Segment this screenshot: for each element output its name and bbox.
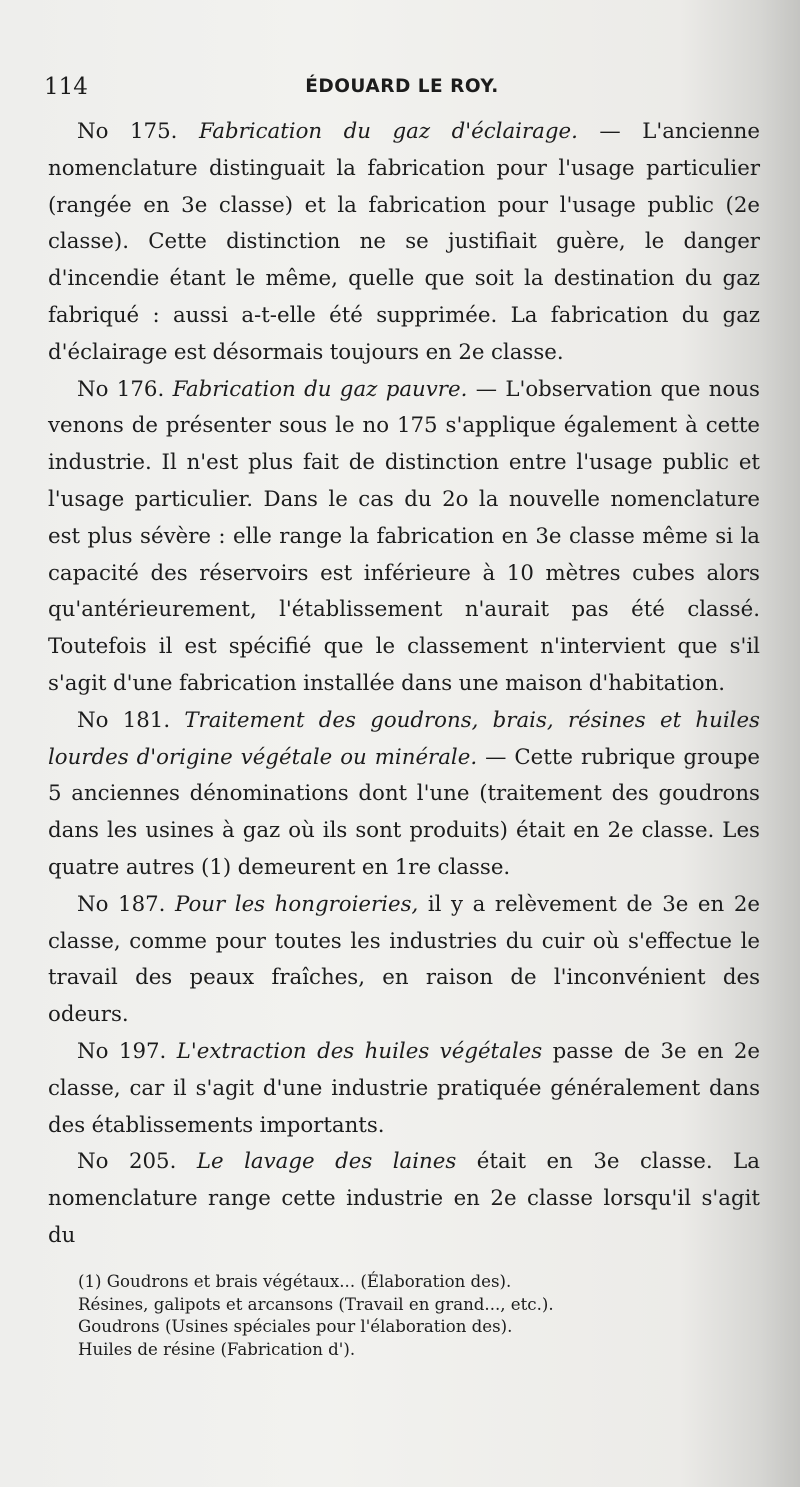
entry-text: passe de 3e en 2e classe, car il s'agit d'une industrie pratiquée généralement dans des établissements importants. <box>48 1038 760 1138</box>
footnotes <box>78 1271 718 1361</box>
paragraph-197 <box>48 1034 760 1144</box>
entry-text: — L'ancienne nomenclature distinguait la fabrication pour l'usage particulier (rangée en 3e classe) et la fabrication pour l'usage public (2e classe). Cette distinction ne se justifiait guère, le danger d'incendie étant le même, quelle que soit la destination du gaz fabriqué : aussi a-t-elle été supprimée. La fabrication du gaz d'éclairage est désormais toujours en 2e classe. <box>48 119 760 365</box>
entry-number: No 175. <box>77 119 199 144</box>
entry-title: Fabrication du gaz d'éclairage. <box>198 119 578 144</box>
page-number: 114 <box>44 74 88 100</box>
footnote-line: Goudrons (Usines spéciales pour l'élaboration des). <box>78 1317 513 1336</box>
entry-text: — L'observation que nous venons de présenter sous le no 175 s'applique également à cette industrie. Il n'est plus fait de distinction entre l'usage public et l'usage particulier. Dans le cas du 2o la nouvelle nomenclature est plus sévère : elle range la fabrication en 3e classe même si la capacité des réservoirs est inférieure à 10 mètres cubes alors qu'antérieurement, l'établissement n'aurait pas été classé. Toutefois il est spécifié que le classement n'intervient que s'il s'agit d'une fabrication installée dans une maison d'habitation. <box>48 376 760 696</box>
entry-text: il y a relèvement de 3e en 2e classe, comme pour toutes les industries du cuir où s'effectue le travail des peaux fraîches, en raison de l'inconvénient des odeurs. <box>48 891 760 1028</box>
entry-number: No 176. <box>77 376 173 402</box>
entry-number: No 197. <box>77 1038 177 1064</box>
entry-title: L'extraction des huiles végétales <box>176 1038 543 1064</box>
running-head <box>44 74 760 104</box>
entry-number: No 205. <box>77 1149 197 1175</box>
entry-number: No 181. <box>77 707 185 733</box>
paragraph-175 <box>48 114 760 372</box>
paragraph-176 <box>48 372 760 703</box>
footnote-line: Huiles de résine (Fabrication d'). <box>78 1339 356 1359</box>
entry-text: — Cette rubrique groupe 5 anciennes dénominations dont l'une (traitement des goudrons dans les usines à gaz où ils sont produits) était en 2e classe. Les quatre autres (1) demeurent en 1re classe. <box>48 744 760 880</box>
entry-number: No 187. <box>77 891 176 917</box>
paragraph-205 <box>48 1144 760 1254</box>
entry-title: Fabrication du gaz pauvre. <box>172 376 468 402</box>
body-text <box>48 114 760 1255</box>
entry-text: était en 3e classe. La nomenclature range cette industrie en 2e classe lorsqu'il s'agit du <box>48 1149 760 1248</box>
footnote-line: Résines, galipots et arcansons (Travail en grand..., etc.). <box>78 1294 554 1314</box>
entry-title: Le lavage des laines <box>196 1149 457 1175</box>
entry-title: Pour les hongroieries, <box>175 891 419 917</box>
footnote-line: (1) Goudrons et brais végétaux... (Élaboration des). <box>78 1272 512 1291</box>
paragraph-181 <box>48 703 760 887</box>
running-title: ÉDOUARD LE ROY. <box>305 76 499 97</box>
paragraph-187 <box>48 887 760 1034</box>
entry-title: Traitement des goudrons, brais, résines et huiles lourdes d'origine végétale ou minérale. <box>48 707 760 770</box>
